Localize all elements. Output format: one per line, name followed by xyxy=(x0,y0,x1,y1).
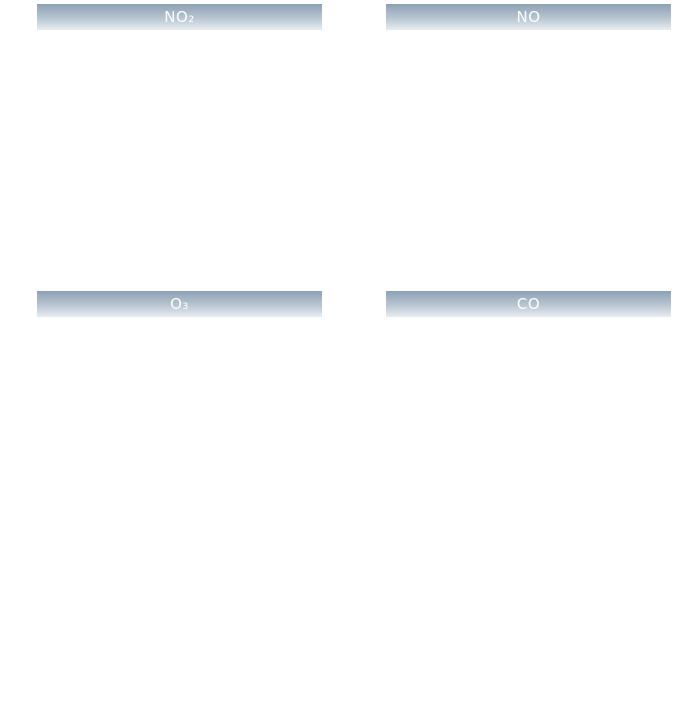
panel-title-o3: O₃ xyxy=(37,291,322,317)
panel-title-co: CO xyxy=(386,291,671,317)
panel-title-no: NO xyxy=(386,4,671,30)
panel-title-no2: NO₂ xyxy=(37,4,322,30)
no2-sensor-chart xyxy=(0,32,349,153)
